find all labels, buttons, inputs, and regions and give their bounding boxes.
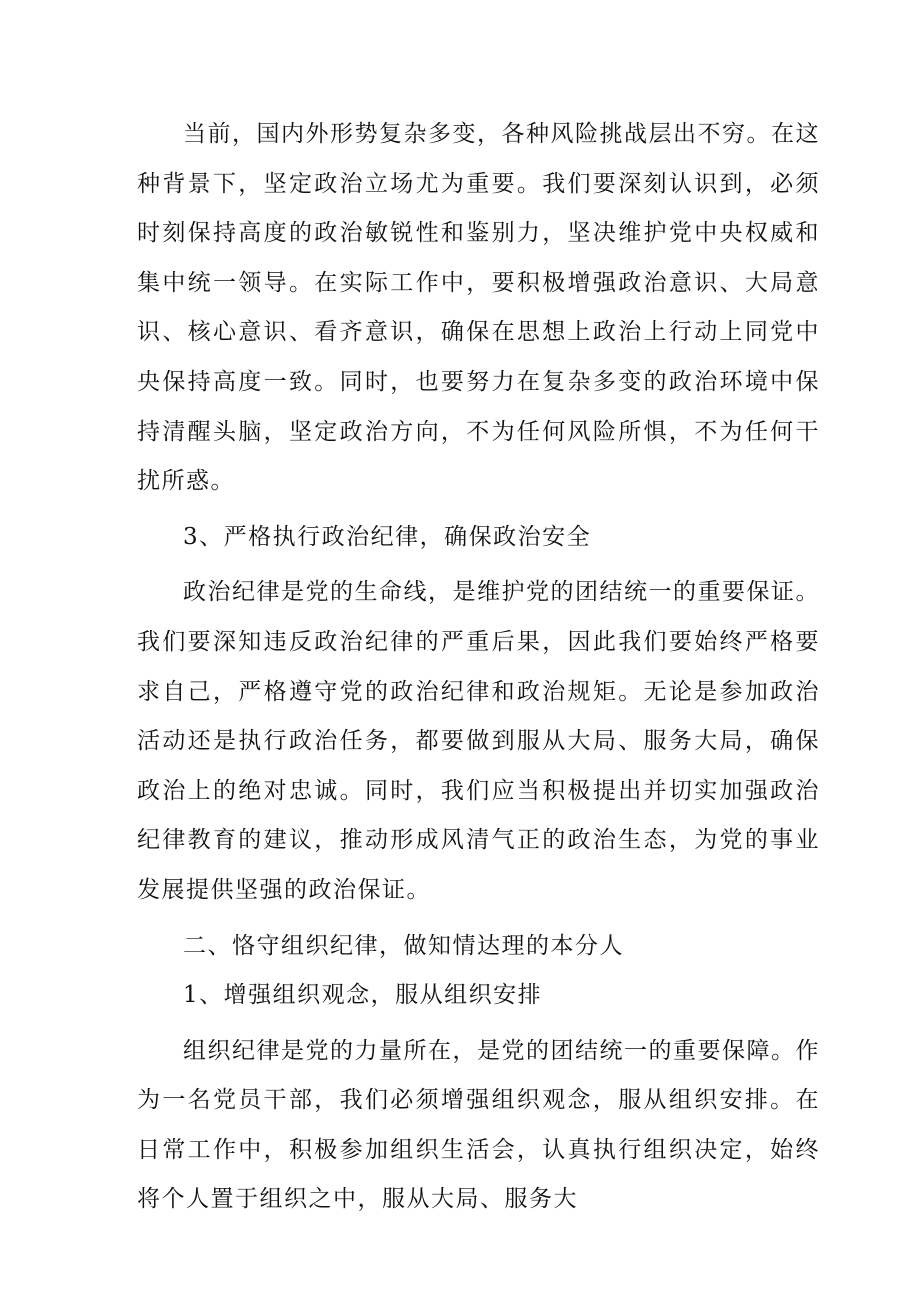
section-heading-two: 二、恪守组织纪律，做知情达理的本分人 xyxy=(183,932,624,959)
paragraph-2: 政治纪律是党的生命线，是维护党的团结统一的重要保证。我们要深知违反政治纪律的严重后果，因此我们要始终严格要求自己，严格遵守党的政治纪律和政治规矩。无论是参加政治活动还是执行政治任务，都要做到服从大局、服务大局，确保政治上的绝对忠诚。同时，我们应当积极提出并切实加强政治纪律教育的建议，推动形成风清气正的政治生态，为党的事业发展提供坚强的政治保证。 xyxy=(137,579,820,903)
paragraph-3: 组织纪律是党的力量所在，是党的团结统一的重要保障。作为一名党员干部，我们必须增强组织观念，服从组织安排。在日常工作中，积极参加组织生活会，认真执行组织决定，始终将个人置于组织之中，服从大局、服务大 xyxy=(137,1037,820,1213)
paragraph-1: 当前，国内外形势复杂多变，各种风险挑战层出不穷。在这种背景下，坚定政治立场尤为重要。我们要深刻认识到，必须时刻保持高度的政治敏锐性和鉴别力，坚决维护党中央权威和集中统一领导。在实际工作中，要积极增强政治意识、大局意识、核心意识、看齐意识，确保在思想上政治上行动上同党中央保持高度一致。同时，也要努力在复杂多变的政治环境中保持清醒头脑，坚定政治方向，不为任何风险所惧，不为任何干扰所惑。 xyxy=(137,121,820,495)
section-heading-1: 1、增强组织观念，服从组织安排 xyxy=(183,982,543,1009)
section-heading-3: 3、严格执行政治纪律，确保政治安全 xyxy=(183,523,592,550)
